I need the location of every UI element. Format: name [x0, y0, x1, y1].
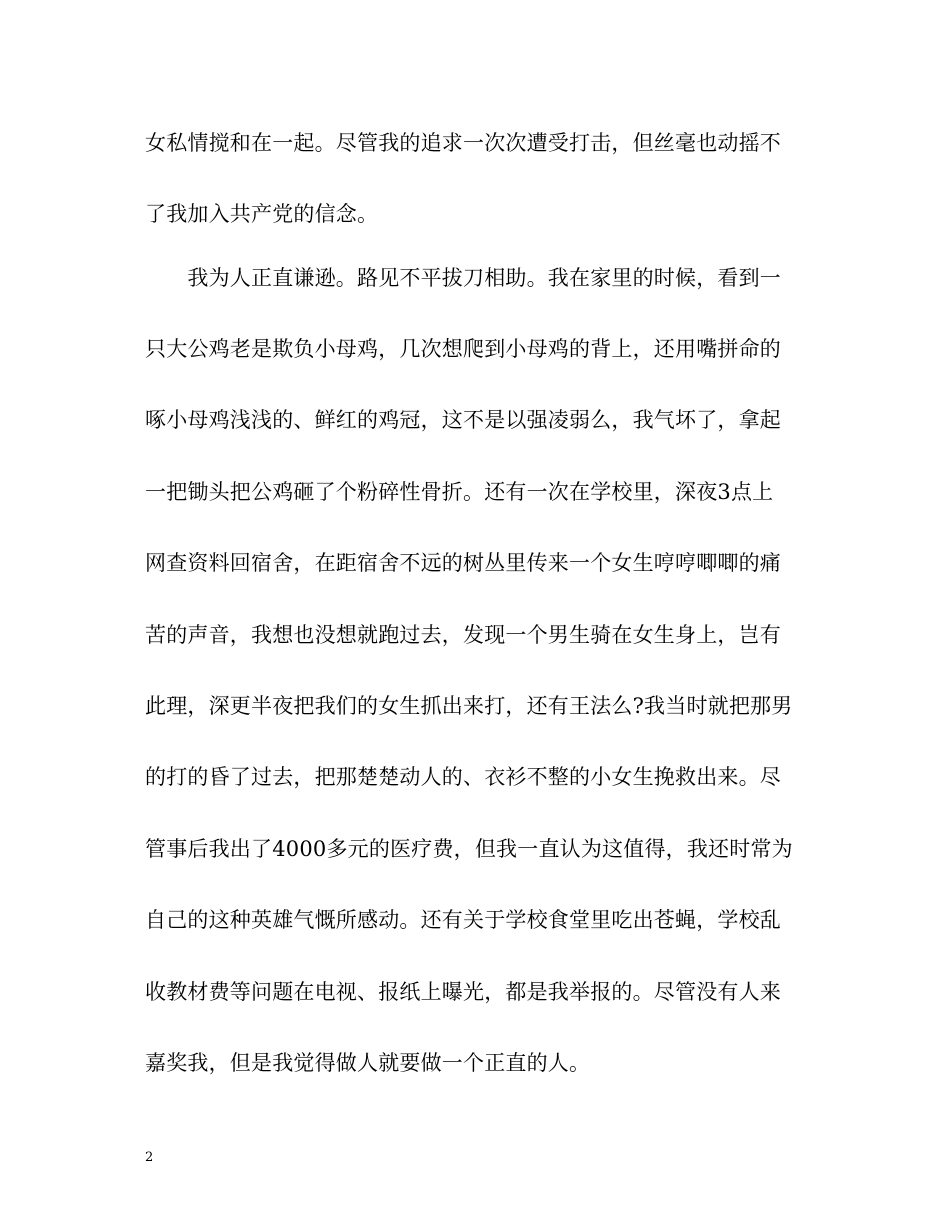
text-line: 苦的声音，我想也没想就跑过去，发现一个男生骑在女生身上，岂有 [145, 623, 781, 647]
text-line: 自己的这种英雄气慨所感动。还有关于学校食堂里吃出苍蝇，学校乱 [145, 908, 781, 932]
text-line: 了我加入共产党的信念。 [145, 202, 379, 226]
text-line: 的打的昏了过去，把那楚楚动人的、衣衫不整的小女生挽救出来。尽 [145, 765, 781, 789]
text-line: 嘉奖我，但是我觉得做人就要做一个正直的人。 [145, 1051, 591, 1075]
text-line: 女私情搅和在一起。尽管我的追求一次次遭受打击，但丝毫也动摇不 [145, 131, 781, 155]
text-line: 管事后我出了4000多元的医疗费，但我一直认为这值得，我还时常为 [145, 837, 793, 861]
text-line: 一把锄头把公鸡砸了个粉碎性骨折。还有一次在学校里，深夜3点上 [145, 480, 774, 504]
text-line: 我为人正直谦逊。路见不平拔刀相助。我在家里的时候，看到一 [145, 266, 781, 290]
text-line: 网查资料回宿舍，在距宿舍不远的树丛里传来一个女生哼哼唧唧的痛 [145, 551, 781, 575]
text-line: 此理，深更半夜把我们的女生抓出来打，还有王法么?我当时就把那男 [145, 694, 793, 718]
text-line: 只大公鸡老是欺负小母鸡，几次想爬到小母鸡的背上，还用嘴拼命的 [145, 337, 781, 361]
text-line: 啄小母鸡浅浅的、鲜红的鸡冠，这不是以强凌弱么，我气坏了，拿起 [145, 408, 781, 432]
page-number: 2 [145, 1150, 154, 1165]
text-line: 收教材费等问题在电视、报纸上曝光，都是我举报的。尽管没有人来 [145, 980, 781, 1004]
